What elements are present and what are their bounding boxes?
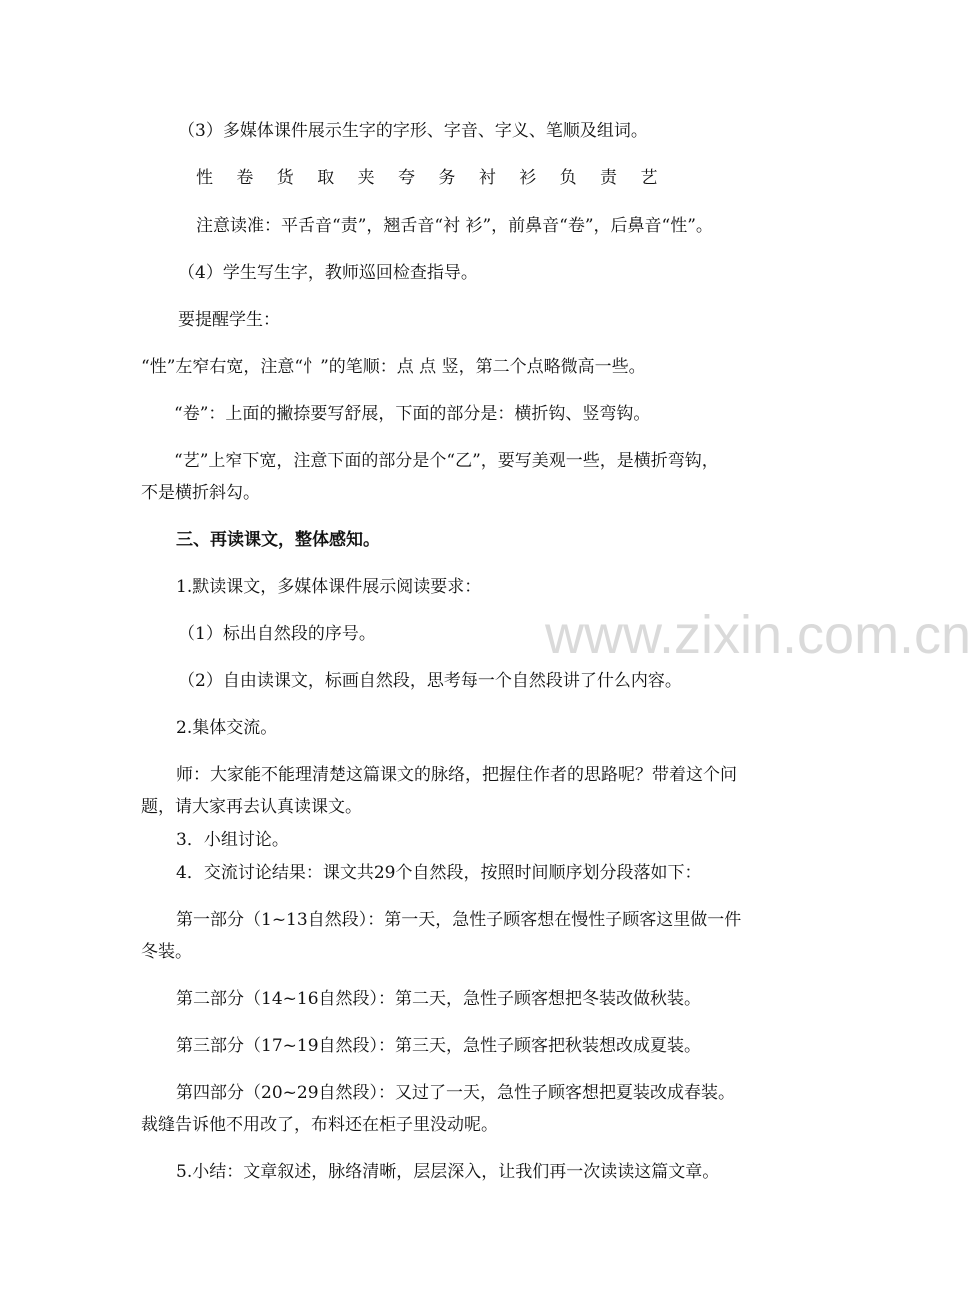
paragraph-part1-line1: 第一部分（1~13自然段）：第一天，急性子顾客想在慢性子顾客这里做一件 <box>176 910 742 930</box>
paragraph-teacher-line1: 师：大家能不能理清楚这篇课文的脉络，把握住作者的思路呢？带着这个问 <box>176 765 737 785</box>
paragraph-remind: 要提醒学生： <box>178 310 280 330</box>
section-heading: 三、再读课文，整体感知。 <box>176 530 380 550</box>
paragraph-pronunciation: 注意读准：平舌音“责”，翘舌音“衬 衫”，前鼻音“卷”，后鼻音“性”。 <box>196 216 713 236</box>
paragraph-part4-line2: 裁缝告诉他不用改了，布料还在柜子里没动呢。 <box>141 1115 498 1135</box>
paragraph-yi-line2: 不是横折斜勾。 <box>141 483 260 503</box>
paragraph-writing: （4）学生写生字，教师巡回检查指导。 <box>178 263 478 283</box>
paragraph-part2: 第二部分（14~16自然段）：第二天，急性子顾客想把冬装改做秋装。 <box>176 989 702 1009</box>
watermark: www.zixin.com.cn <box>545 605 971 665</box>
paragraph-multimedia-chars: （3）多媒体课件展示生字的字形、字音、字义、笔顺及组词。 <box>178 121 648 141</box>
paragraph-result: 4．交流讨论结果：课文共29个自然段，按照时间顺序划分段落如下： <box>176 863 702 883</box>
paragraph-silent-read: 1.默读课文，多媒体课件展示阅读要求： <box>176 577 482 597</box>
paragraph-exchange: 2.集体交流。 <box>176 718 278 738</box>
paragraph-requirement-2: （2）自由读课文，标画自然段，思考每一个自然段讲了什么内容。 <box>178 671 682 691</box>
paragraph-teacher-line2: 题，请大家再去认真读课文。 <box>141 797 362 817</box>
new-characters-list: 性 卷 货 取 夹 夸 务 衬 衫 负 责 艺 <box>196 168 667 188</box>
paragraph-summary: 5.小结：文章叙述，脉络清晰，层层深入，让我们再一次读读这篇文章。 <box>176 1162 720 1182</box>
paragraph-part1-line2: 冬装。 <box>141 942 192 962</box>
paragraph-yi-line1: “艺”上窄下宽，注意下面的部分是个“乙”，要写美观一些，是横折弯钩， <box>174 451 719 471</box>
paragraph-requirement-1: （1）标出自然段的序号。 <box>178 624 376 644</box>
paragraph-xing: “性”左窄右宽，注意“忄”的笔顺：点 点 竖，第二个点略微高一些。 <box>141 357 646 377</box>
paragraph-juan: “卷”：上面的撇捺要写舒展，下面的部分是：横折钩、竖弯钩。 <box>174 404 651 424</box>
paragraph-group-discuss: 3．小组讨论。 <box>176 830 289 850</box>
paragraph-part4-line1: 第四部分（20~29自然段）：又过了一天，急性子顾客想把夏装改成春装。 <box>176 1083 736 1103</box>
paragraph-part3: 第三部分（17~19自然段）：第三天，急性子顾客把秋装想改成夏装。 <box>176 1036 702 1056</box>
